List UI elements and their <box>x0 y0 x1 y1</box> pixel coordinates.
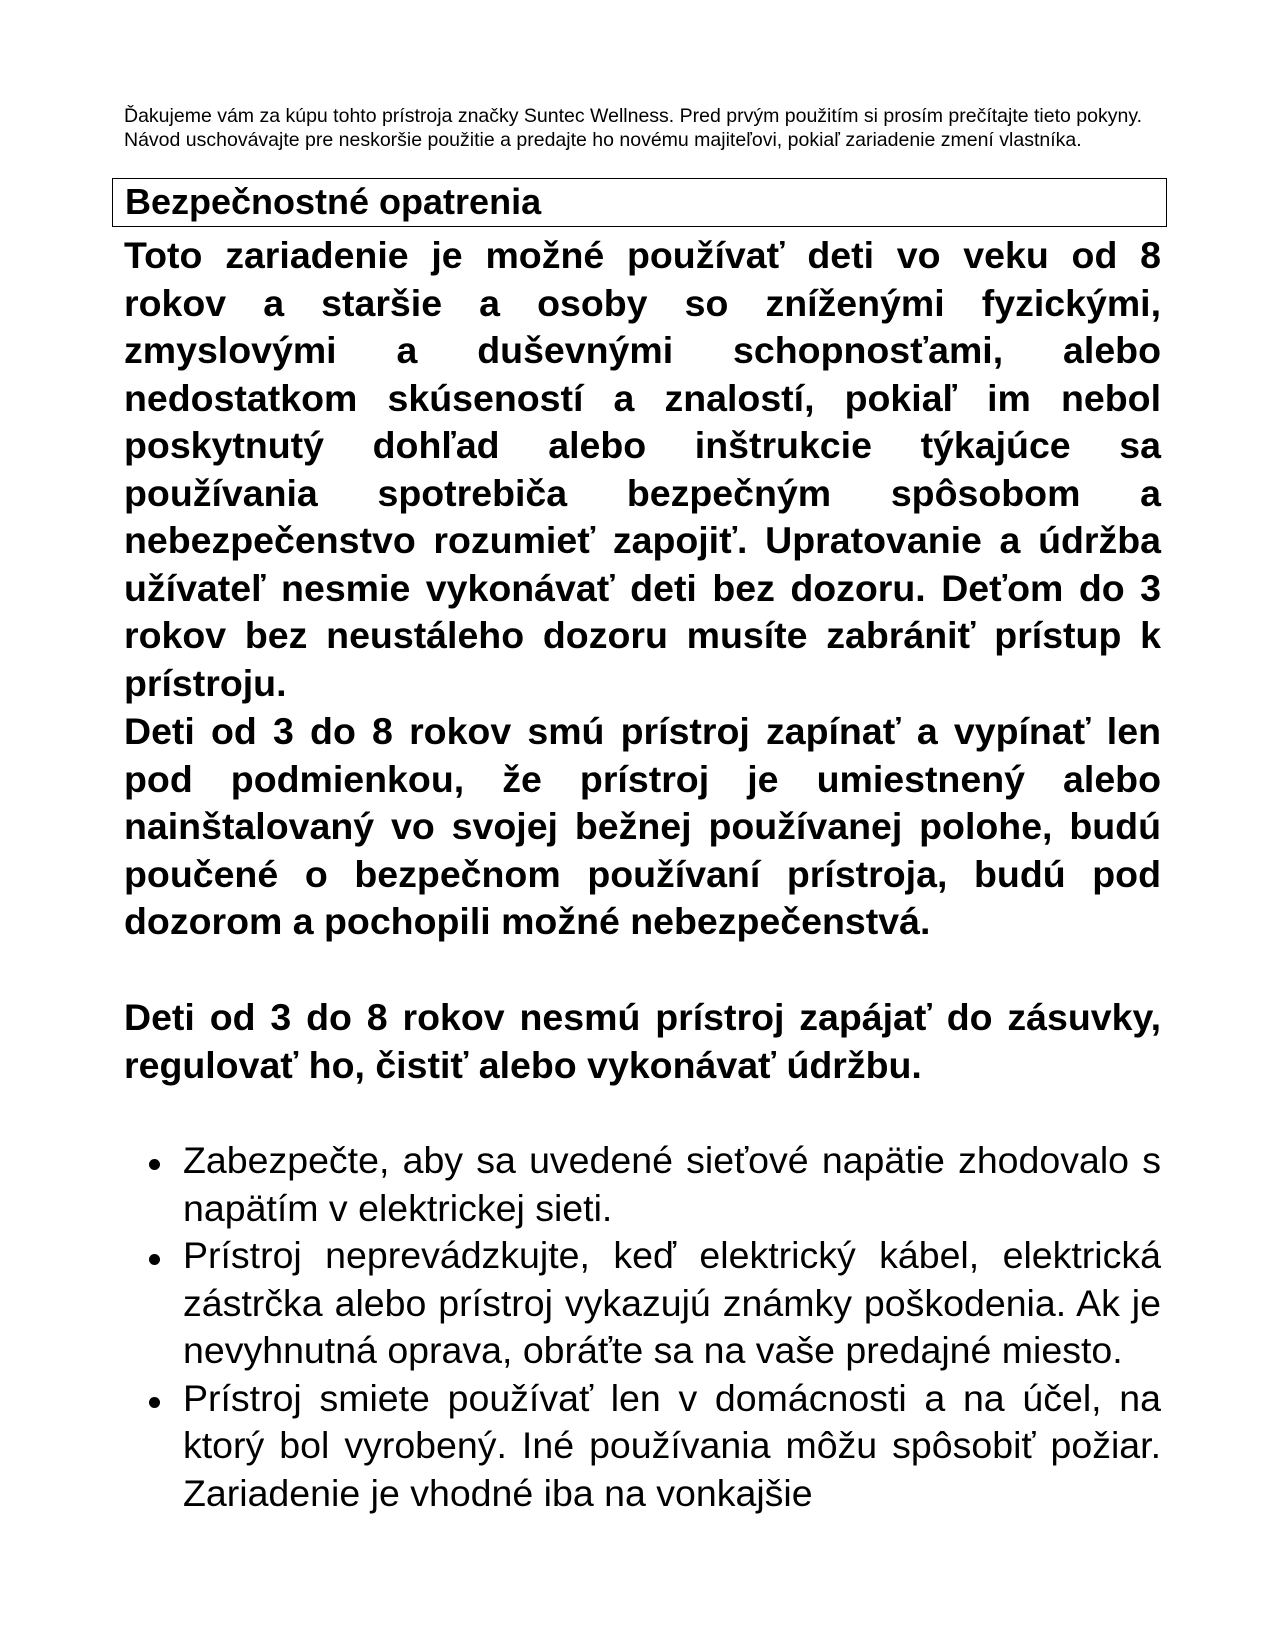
list-item-text: Prístroj neprevádzkujte, keď elektrický kábel, elektrická zástrčka alebo prístroj vykazujú známky poškodenia. Ak je nevyhnutná oprava, obráťte sa na vaše predajné miesto. <box>183 1234 1161 1371</box>
safety-bullet-list <box>124 1137 1161 1517</box>
list-item <box>124 1137 1161 1232</box>
bullet-icon <box>149 1397 160 1408</box>
warning-paragraph-1: Toto zariadenie je možné používať deti vo veku od 8 rokov a staršie a osoby so zníženými fyzickými, zmyslovými a duševnými schopnosťami, alebo nedostatkom skúseností a znalostí, pokiaľ im nebol poskytnutý dohľad alebo inštrukcie týkajúce sa používania spotrebiča bezpečným spôsobom a nebezpečenstvo rozumieť zapojiť. Upratovanie a údržba užívateľ nesmie vykonávať deti bez dozoru. Deťom do 3 rokov bez neustáleho dozoru musíte zabrániť prístup k prístroju. <box>124 234 1161 704</box>
bullet-icon <box>149 1159 160 1170</box>
list-item-text: Prístroj smiete používať len v domácnosti a na účel, na ktorý bol vyrobený. Iné používania môžu spôsobiť požiar. Zariadenie je vhodné iba na vonkajšie <box>183 1376 1161 1514</box>
warning-paragraph-3: Deti od 3 do 8 rokov nesmú prístroj zapájať do zásuvky, regulovať ho, čistiť alebo vykonávať údržbu. <box>124 996 1161 1086</box>
bullet-icon <box>149 1254 160 1265</box>
section-heading-box <box>112 178 1167 227</box>
list-item-text: Zabezpečte, aby sa uvedené sieťové napätie zhodovalo s napätím v elektrickej sieti. <box>183 1139 1161 1229</box>
list-item <box>124 1232 1161 1375</box>
intro-paragraph: Ďakujeme vám za kúpu tohto prístroja značky Suntec Wellness. Pred prvým použitím si prosím prečítajte tieto pokyny. Návod uschovávajte pre neskoršie použitie a predajte ho novému majiteľovi, pokiaľ zariadenie zmení vlastníka. <box>124 105 1143 151</box>
warning-paragraph-2: Deti od 3 do 8 rokov smú prístroj zapínať a vypínať len pod podmienkou, že prístroj je umiestnený alebo nainštalovaný vo svojej bežnej používanej polohe, budú poučené o bezpečnom používaní prístroja, budú pod dozorom a pochopili možné nebezpečenstvá. <box>124 710 1161 942</box>
list-item <box>124 1375 1161 1518</box>
section-heading: Bezpečnostné opatrenia <box>125 181 542 222</box>
